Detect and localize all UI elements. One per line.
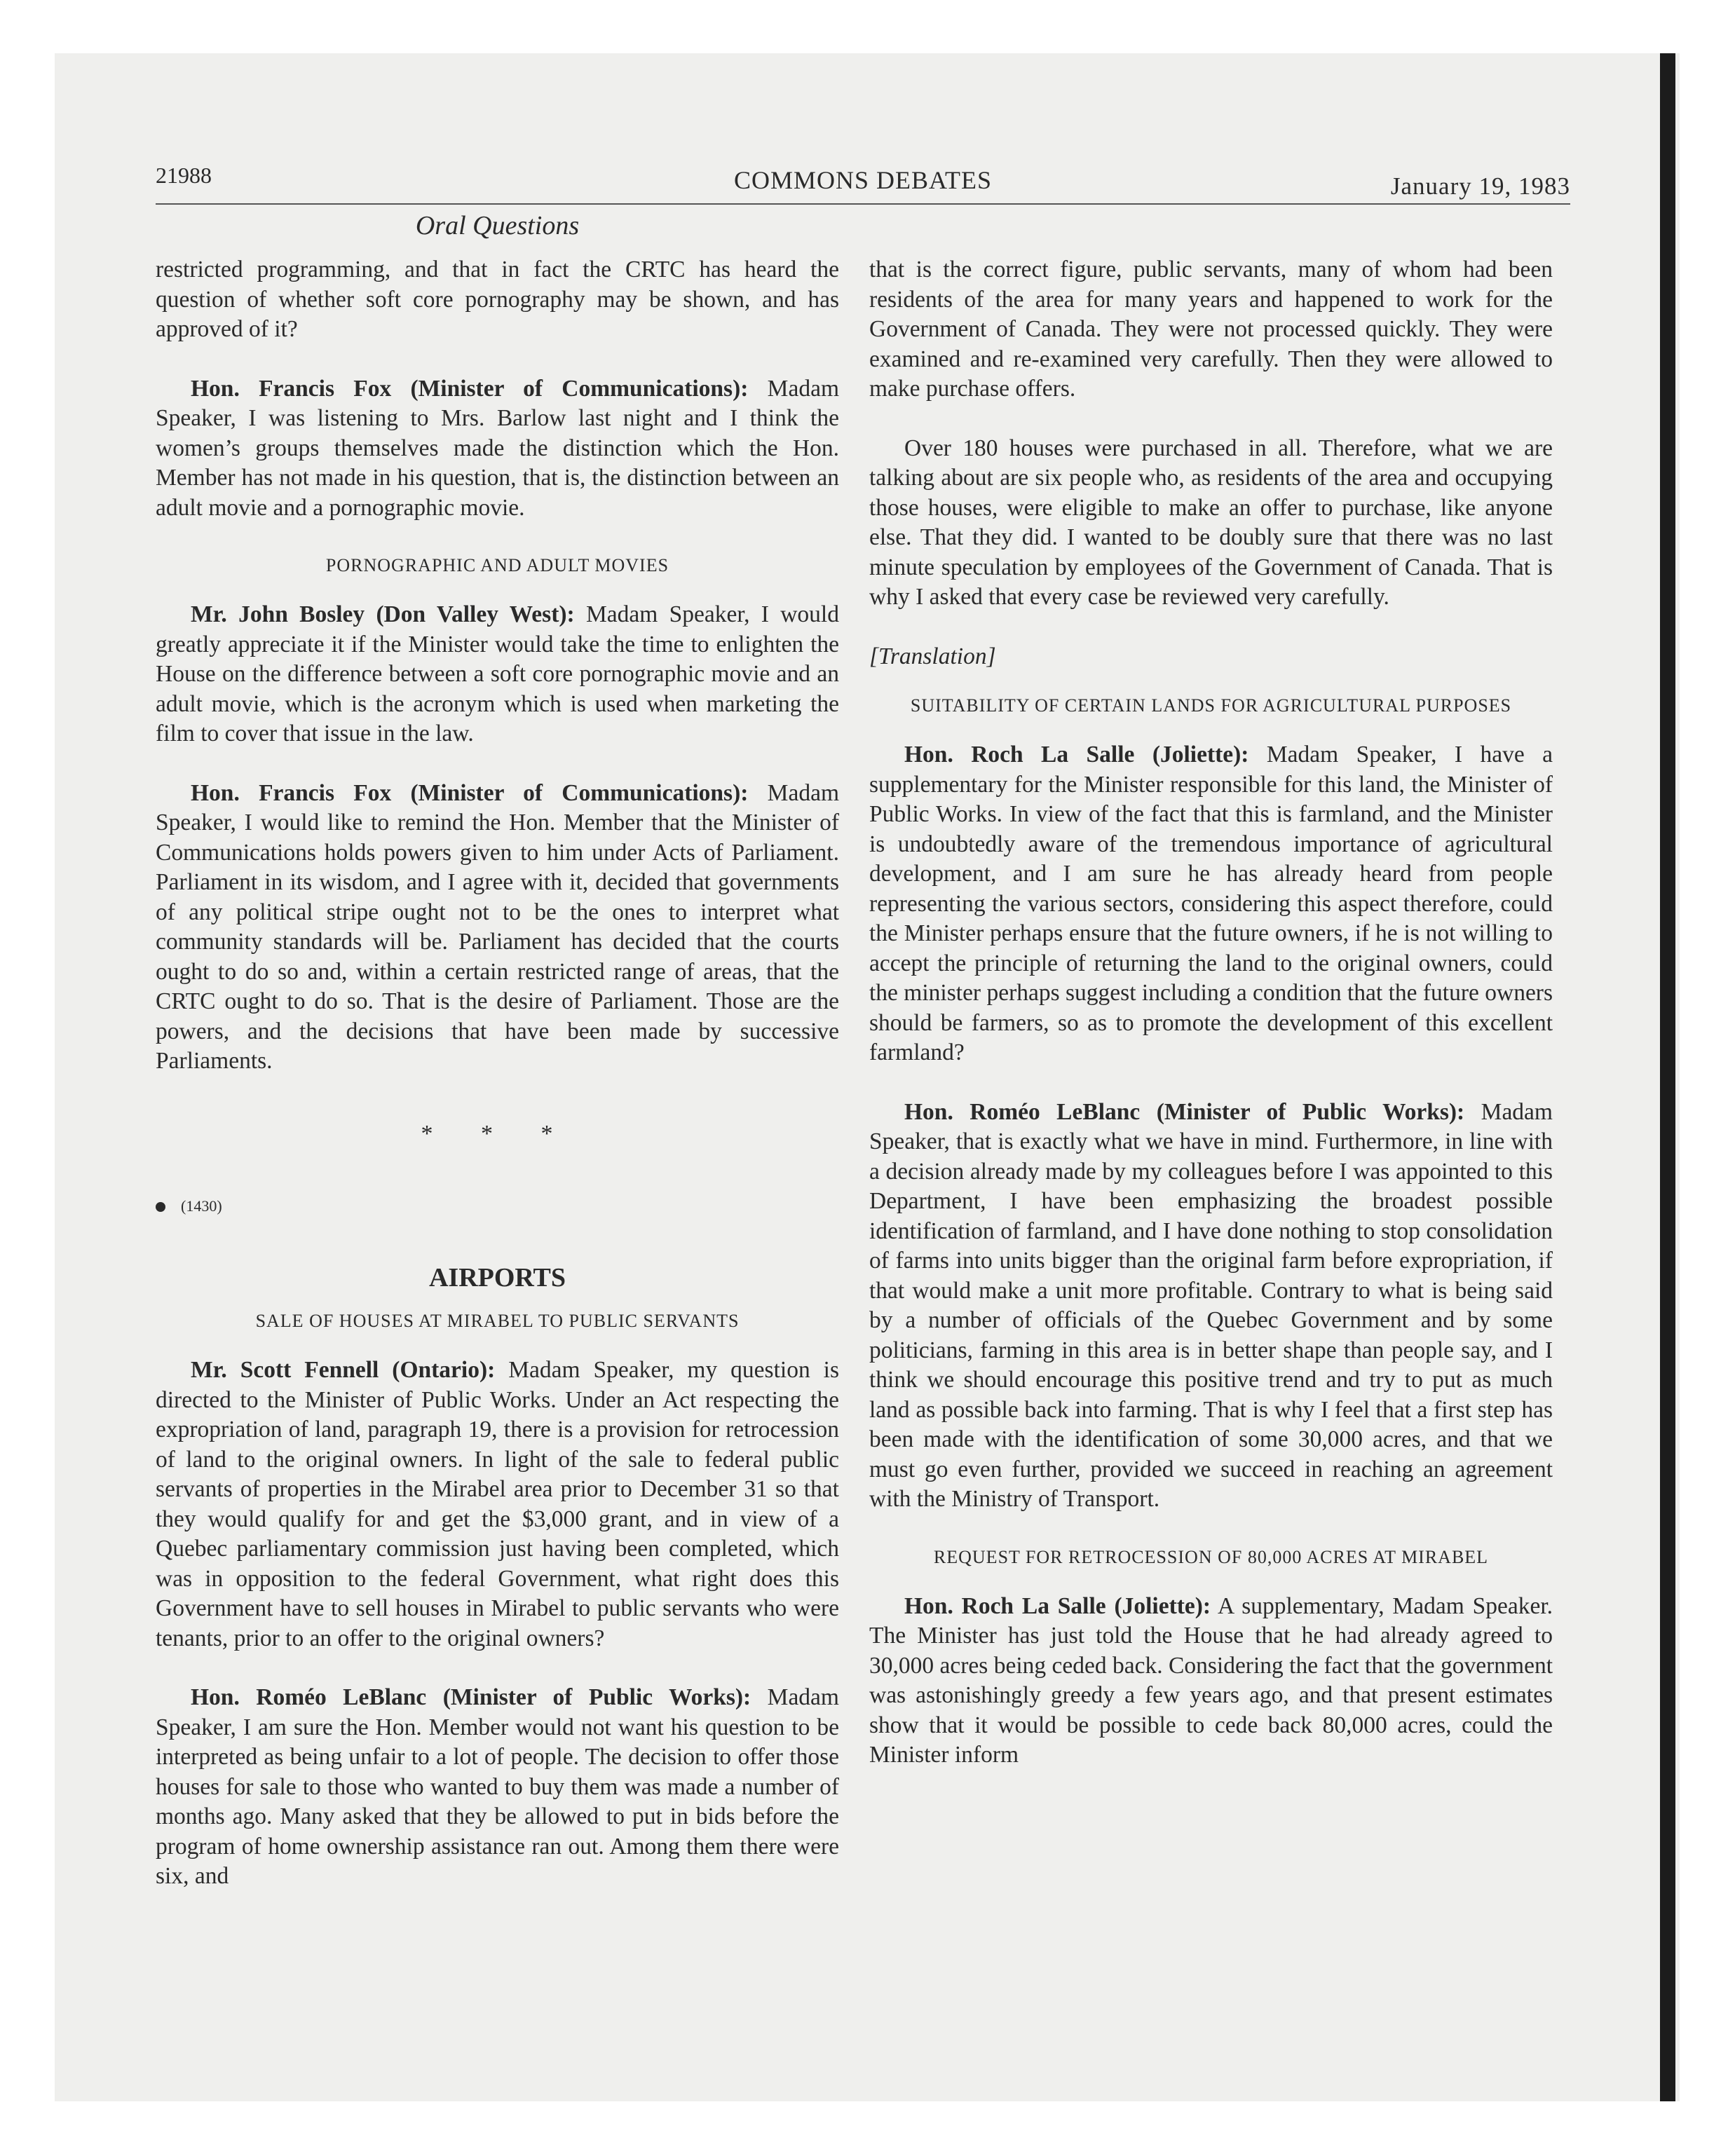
paragraph-text: Over 180 houses were purchased in all. Therefore, what we are talking about are six people who, as residents of the area and occupying those houses, were eligible to make an offer to purchase, like anyone else. That they did. I wanted to be doubly sure that there was no last minute speculation by employees of the Government of Canada. That is why I asked that every case be reviewed very carefully.	[869, 435, 1553, 610]
bullet-icon	[156, 1202, 165, 1212]
section-break: * * *	[421, 1120, 574, 1147]
paragraph-text: Madam Speaker, my question is directed to the Minister of Public Works. Under an Act respecting the expropriation of land, paragraph 19, there is a provision for retrocession of land to the original owners. In light of the sale to federal public servants of properties in the Mirabel area prior to December 31 so that they would qualify for and get the $3,000 grant, and in view of a Quebec parliamentary commission just having been completed, which was in opposition to the federal Government, what right does this Government have to sell houses in Mirabel to public servants who were tenants, prior to an offer to the original owners?	[156, 1357, 839, 1651]
speaker-name: Hon. Francis Fox (Minister of Communications):	[191, 779, 749, 806]
sub-heading: SALE OF HOUSES AT MIRABEL TO PUBLIC SERVANTS	[255, 1311, 740, 1331]
sub-heading: SUITABILITY OF CERTAIN LANDS FOR AGRICULTURAL PURPOSES	[910, 695, 1512, 716]
speaker-name: Mr. John Bosley (Don Valley West):	[191, 601, 575, 627]
paragraph	[156, 600, 839, 749]
paragraph-text: Madam Speaker, that is exactly what we have in mind. Furthermore, in line with a decision already made by my colleagues before I was appointed to this Department, I have been emphasizing the broadest possible identification of farmland, and I have done nothing to stop consolidation of farms into units bigger than the original farm before expropriation, if that would make a unit more profitable. Contrary to what is being said by a number of officials of the Quebec Government and by some politicians, farming in this area is in better shape than people say, and I think we should encourage this positive trend and try to put as much land as possible back into farming. That is why I feel that a first step has been made with the identification of some 30,000 acres, and that we must go even further, provided we succeed in reaching an agreement with the Ministry of Transport.	[869, 1098, 1553, 1512]
paragraph-text: A supplementary, Madam Speaker. The Minister has just told the House that he had already agreed to 30,000 acres being ceded back. Considering the fact that the government was astonishingly greedy a few years ago, and that present estimates show that it would be possible to cede back 80,000 acres, could the Minister inform	[869, 1592, 1553, 1768]
paragraph	[869, 434, 1553, 613]
paragraph-text: Madam Speaker, I was listening to Mrs. Barlow last night and I think the women’s groups themselves made the distinction which the Hon. Member has not made in his question, that is, the distinction between an adult movie and a pornographic movie.	[156, 375, 839, 521]
right-column	[869, 255, 1553, 1800]
paragraph	[156, 1356, 839, 1653]
speaker-name: Hon. Francis Fox (Minister of Communications):	[191, 375, 749, 402]
sub-heading: REQUEST FOR RETROCESSION OF 80,000 ACRES AT MIRABEL	[933, 1546, 1489, 1567]
paragraph-text: Madam Speaker, I would like to remind the Hon. Member that the Minister of Communications holds powers given to him under Acts of Parliament. Parliament in its wisdom, and I agree with it, decided that governments of any political stripe ought not to be the ones to interpret what community standards will be. Parliament has decided that the courts ought to do so and, within a certain restricted range of areas, that the CRTC ought to do so. That is the desire of Parliament. Those are the powers, and the decisions that have been made by successive Parliaments.	[156, 779, 839, 1074]
speaker-name: Hon. Roch La Salle (Joliette):	[904, 1592, 1211, 1619]
header-rule	[156, 203, 1570, 205]
paragraph-text: Madam Speaker, I am sure the Hon. Member would not want his question to be interpreted as being unfair to a lot of people. The decision to offer those houses for sale to those who wanted to buy them was made a number of months ago. Many asked that they be allowed to put in bids before the program of home ownership assistance ran out. Among them there were six, and	[156, 1684, 839, 1889]
page-header	[156, 158, 1570, 200]
speaker-name: Hon. Roméo LeBlanc (Minister of Public Works):	[904, 1098, 1465, 1125]
paragraph-text: Madam Speaker, I would greatly appreciate it if the Minister would take the time to enlighten the House on the difference between a soft core pornographic movie and an adult movie, which is the acronym which is used when marketing the film to cover that issue in the law.	[156, 601, 839, 746]
paragraph	[156, 374, 839, 524]
paragraph	[869, 1592, 1553, 1770]
binding-edge	[1660, 53, 1675, 2101]
paragraph	[869, 255, 1553, 404]
speaker-name: Hon. Roméo LeBlanc (Minister of Public Works):	[191, 1684, 751, 1710]
translation-note: [Translation]	[869, 643, 996, 669]
time-marker-label: (1430)	[181, 1196, 222, 1215]
paragraph	[156, 255, 839, 345]
paragraph-text: restricted programming, and that in fact the CRTC has heard the question of whether soft core pornography may be shown, and has approved of it?	[156, 257, 839, 342]
paragraph	[156, 1683, 839, 1892]
paragraph	[869, 1098, 1553, 1515]
section-heading: Oral Questions	[415, 211, 580, 240]
paragraph	[156, 779, 839, 1077]
main-heading: AIRPORTS	[428, 1262, 566, 1292]
publication-title: COMMONS DEBATES	[733, 166, 993, 194]
sub-heading: PORNOGRAPHIC AND ADULT MOVIES	[325, 555, 669, 575]
page-number: 21988	[156, 163, 212, 188]
paragraph-text: Madam Speaker, I have a supplementary for the Minister responsible for this land, the Minister of Public Works. In view of the fact that this is farmland, and the Minister is undoubtedly aware of the tremendous importance of agricultural development, and I am sure he has already heard from people representing the various sectors, considering this aspect therefore, could the Minister perhaps ensure that the future owners, if he is not willing to accept the principle of returning the land to the original owners, could the minister perhaps suggest including a condition that the future owners should be farmers, so as to promote the development of this excellent farmland?	[869, 742, 1553, 1065]
header-date: January 19, 1983	[1390, 172, 1570, 200]
left-column	[156, 255, 839, 1921]
time-marker	[156, 1192, 839, 1234]
speaker-name: Mr. Scott Fennell (Ontario):	[191, 1357, 496, 1383]
speaker-name: Hon. Roch La Salle (Joliette):	[904, 742, 1249, 767]
paragraph	[869, 740, 1553, 1068]
paragraph-text: that is the correct figure, public servants, many of whom had been residents of the area for many years and happened to work for the Government of Canada. They were not processed quickly. They were examined and re-examined very carefully. Then they were allowed to make purchase offers.	[869, 257, 1553, 402]
